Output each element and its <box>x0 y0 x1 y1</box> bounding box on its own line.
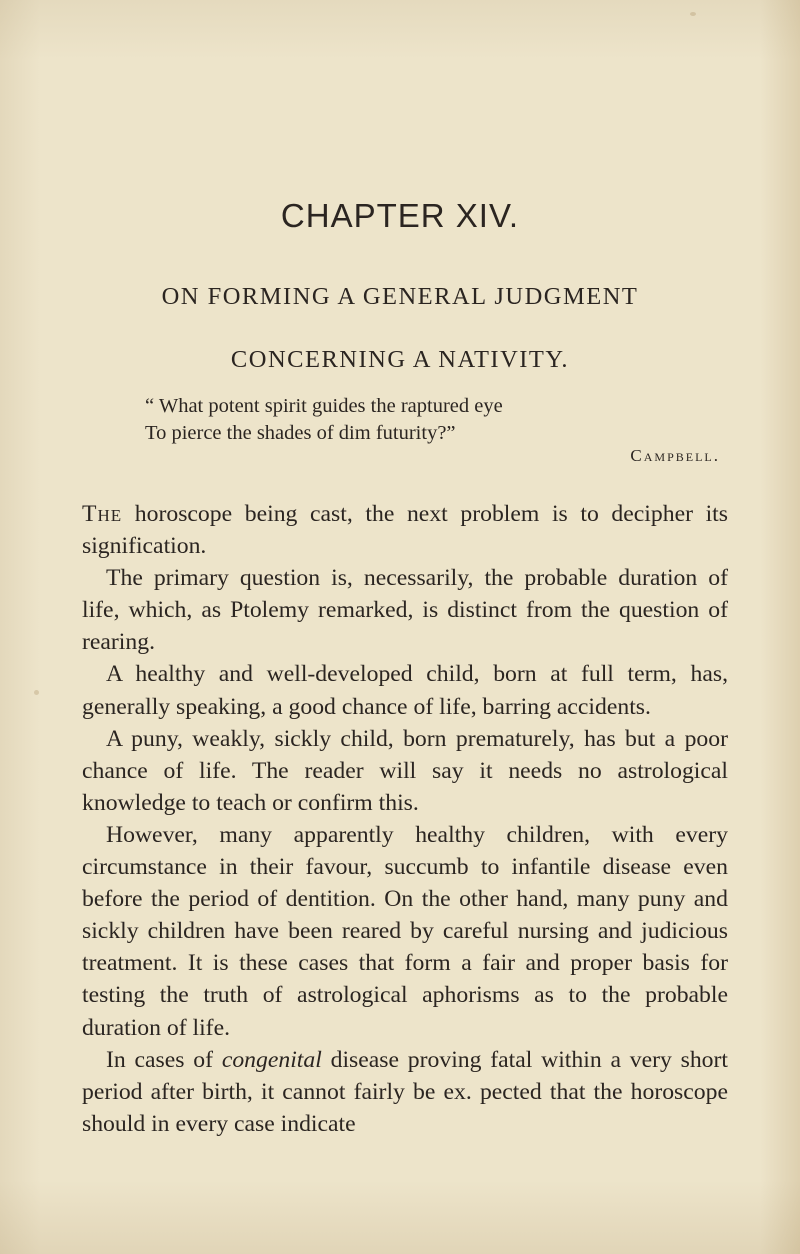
paragraph-1-lead: The <box>82 501 123 527</box>
paragraph-2: The primary question is, necessarily, the probable duration of life, which, as Ptolemy remarked, is distinct from the question of rearing. <box>82 565 728 656</box>
paragraph-6 <box>82 1044 728 1140</box>
epigraph-attribution: Campbell. <box>630 446 720 465</box>
body-text <box>82 498 728 1140</box>
paragraph-4: A puny, weakly, sickly child, born prematurely, has but a poor chance of life. The reader will say it needs no astrological knowledge to teach or confirm this. <box>82 725 728 816</box>
paper-spot <box>34 690 39 695</box>
paragraph-6-italic: congenital <box>221 1046 322 1073</box>
paragraph-3: A healthy and well-developed child, born at full term, has, generally speaking, a good chance of life, barring accidents. <box>82 661 728 720</box>
paragraph-1-text: horoscope being cast, the next problem is to decipher its signification. <box>82 501 728 560</box>
chapter-heading: CHAPTER XIV. <box>280 197 520 234</box>
epigraph <box>145 393 675 447</box>
epigraph-line-2: To pierce the shades of dim futurity?” <box>145 422 456 444</box>
paragraph-1 <box>82 498 728 562</box>
paragraph-6-start: In cases of <box>106 1046 222 1073</box>
epigraph-line-1: “ What potent spirit guides the raptured eye <box>145 395 503 417</box>
paper-spot <box>690 12 696 16</box>
chapter-title-line-2: CONCERNING A NATIVITY. <box>230 346 570 373</box>
paragraph-5: However, many apparently healthy children, with every circumstance in their favour, succumb to infantile disease even before the period of dentition. On the other hand, many puny and sickly children have been reared by careful nursing and judicious treatment. It is these cases that form a fair and proper basis for testing the truth of astrological aphorisms as to the probable duration of life. <box>82 821 728 1041</box>
chapter-title-line-1: ON FORMING A GENERAL JUDGMENT <box>161 283 639 310</box>
paragraph-6-end: disease proving fatal within a very short period after birth, it cannot fairly be ex. pected that the horoscope should in every case indicate <box>82 1046 728 1137</box>
